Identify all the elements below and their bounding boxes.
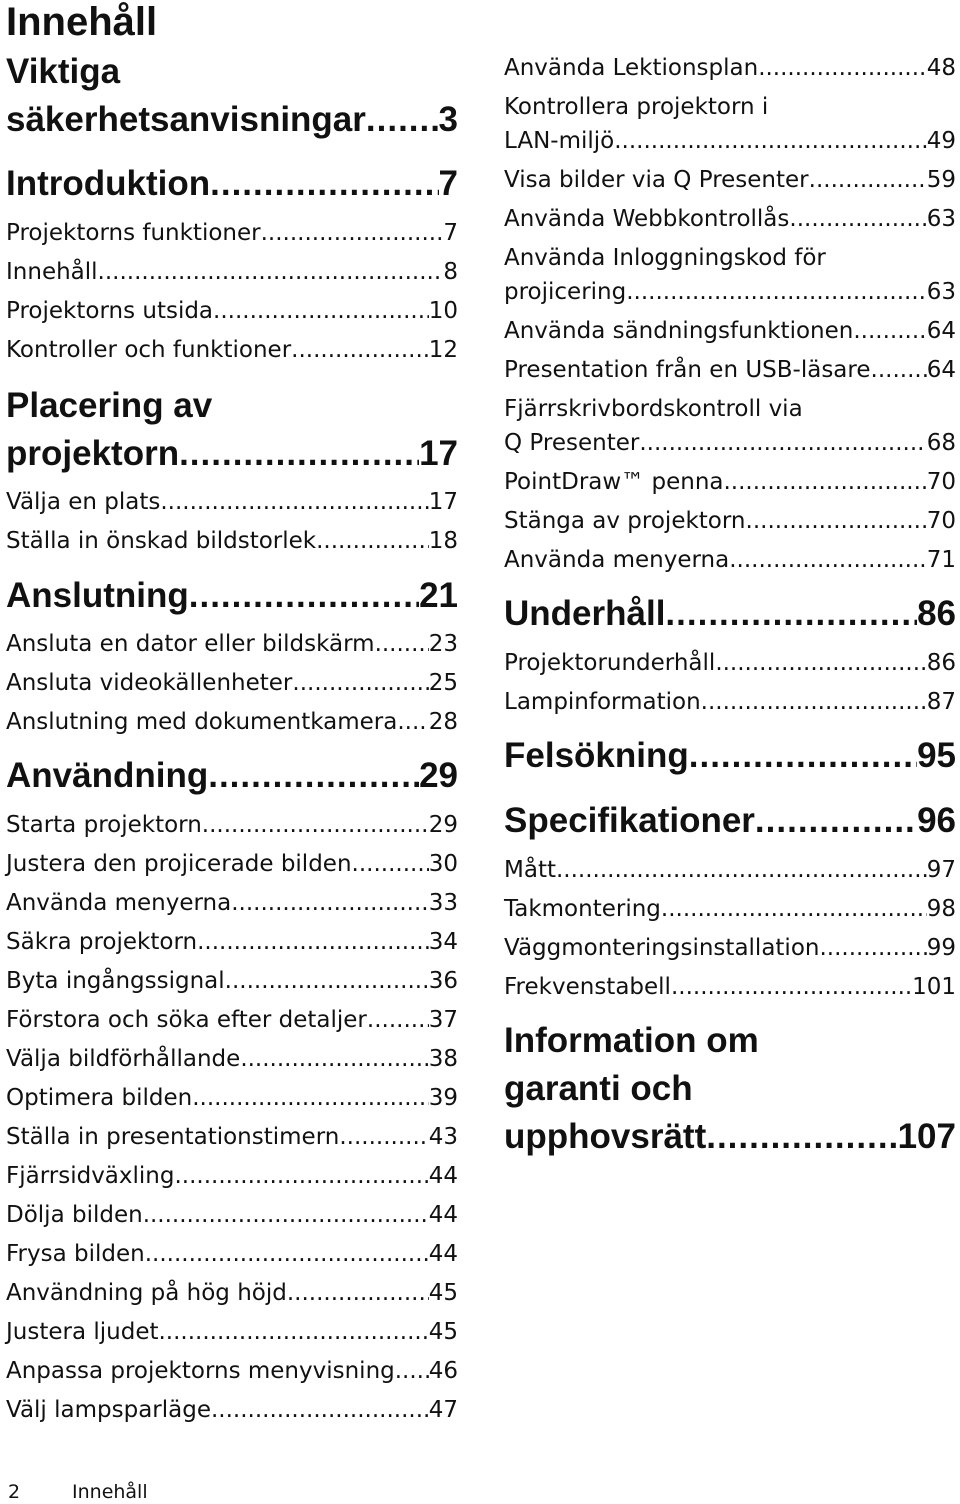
toc-entry-label: Kontroller och funktioner [6,337,292,363]
toc-entry-connection[interactable] [6,572,458,620]
toc-entry[interactable] [6,524,458,558]
toc-entry[interactable] [6,1276,458,1310]
leader-dots [715,646,926,680]
leader-dots [556,853,927,887]
page-title: Innehåll [6,0,158,44]
leader-dots [316,524,429,558]
leader-dots [192,1081,428,1115]
toc-entry-label: Mått [504,857,556,883]
footer-page-number: 2 [8,1481,21,1503]
toc-page-number: 17 [419,434,458,473]
leader-dots [661,892,927,926]
leader-dots [789,202,926,236]
toc-page-number: 36 [428,968,458,994]
toc-page-number: 10 [428,298,458,324]
leader-dots [689,732,917,780]
footer-section-title: Innehåll [72,1481,148,1503]
toc-entry-label: Dölja bilden [6,1202,143,1228]
toc-entry[interactable] [6,1354,458,1388]
toc-entry-introduction[interactable] [6,160,458,208]
toc-entry-specifications[interactable] [504,797,956,845]
leader-dots [225,964,429,998]
toc-entry-label: Projektorunderhåll [504,650,716,676]
toc-page-number: 95 [917,736,956,775]
leader-dots [367,1003,429,1037]
toc-page-number: 86 [917,594,956,633]
leader-dots [145,1237,429,1271]
leader-dots [143,1198,429,1232]
toc-entry[interactable] [6,485,458,519]
toc-entry[interactable] [504,241,956,309]
leader-dots [706,1113,897,1161]
leader-dots [352,847,429,881]
toc-entry[interactable] [6,1081,458,1115]
leader-dots [240,1042,428,1076]
toc-page-number: 44 [428,1202,458,1228]
toc-page-number: 39 [428,1085,458,1111]
toc-entry-label: Justera den projicerade bilden [6,851,352,877]
toc-entry[interactable] [504,853,956,887]
leader-dots [160,485,428,519]
toc-page-number: 64 [926,357,956,383]
toc-entry[interactable] [504,685,956,719]
toc-entry[interactable] [6,1237,458,1271]
toc-entry-label: Fjärrsidväxling [6,1163,175,1189]
toc-page-number: 70 [926,508,956,534]
toc-page-number: 21 [419,576,458,615]
toc-entry[interactable] [504,504,956,538]
toc-page-number: 33 [428,890,458,916]
toc-entry-label: LAN-miljö [504,128,615,154]
leader-dots [671,970,912,1004]
toc-page-number: 59 [926,167,956,193]
toc-entry-label: upphovsrätt [504,1117,707,1156]
toc-entry-label: Använda Lektionsplan [504,55,759,81]
toc-entry-label: Felsökning [504,736,689,775]
leader-dots [208,752,419,800]
toc-entry[interactable] [6,255,458,289]
toc-page-number: 29 [428,812,458,838]
leader-dots [701,685,927,719]
toc-entry[interactable] [6,705,458,739]
toc-entry-label: Q Presenter [504,430,640,456]
toc-entry[interactable] [6,627,458,661]
toc-entry[interactable] [504,892,956,926]
toc-entry-label: Justera ljudet [6,1319,159,1345]
toc-page-number: 101 [912,974,956,1000]
toc-page-number: 70 [926,469,956,495]
toc-page-number: 29 [419,756,458,795]
toc-page-number: 48 [926,55,956,81]
toc-page-number: 49 [926,128,956,154]
toc-entry[interactable] [6,886,458,920]
toc-page-number: 98 [926,896,956,922]
toc-entry-label: Projektorns funktioner [6,220,261,246]
toc-entry-troubleshooting[interactable] [504,732,956,780]
toc-page-number: 38 [428,1046,458,1072]
leader-dots [397,705,428,739]
toc-entry[interactable] [6,1042,458,1076]
toc-entry-label: Stänga av projektorn [504,508,746,534]
toc-entry-placement[interactable] [6,382,458,478]
toc-entry-label: Använda sändningsfunktionen [504,318,854,344]
toc-entry-safety[interactable] [6,48,458,144]
leader-dots [665,590,917,638]
toc-entry-label: Byta ingångssignal [6,968,225,994]
toc-entry-label: Ansluta en dator eller bildskärm [6,631,375,657]
leader-dots [626,275,926,309]
leader-dots [853,314,926,348]
toc-entry-label: Användning [6,756,209,795]
toc-page-number: 18 [428,528,458,554]
leader-dots [291,333,429,367]
toc-page-number: 7 [438,164,458,203]
toc-entry-label: Lampinformation [504,689,701,715]
toc-page-number: 45 [428,1280,458,1306]
toc-entry[interactable] [504,543,956,577]
toc-page-number: 7 [443,220,458,246]
toc-entry-label: Använda Webbkontrollås [504,206,790,232]
toc-page-number: 43 [428,1124,458,1150]
toc-entry-label: Välj lampsparläge [6,1397,211,1423]
leader-dots [211,1393,429,1427]
toc-entry-label-line1: Kontrollera projektorn i [504,94,769,120]
toc-page-number: 44 [428,1163,458,1189]
toc-entry-warranty[interactable] [504,1017,956,1161]
toc-entry[interactable] [504,163,956,197]
toc-entry-label-line1: Information om [504,1021,759,1060]
toc-page-number: 46 [428,1358,458,1384]
toc-entry[interactable] [504,646,956,680]
toc-entry-label: Presentation från en USB-läsare [504,357,871,383]
leader-dots [202,808,429,842]
toc-entry-label: Visa bilder via Q Presenter [504,167,809,193]
toc-page-number: 28 [428,709,458,735]
toc-page-number: 87 [926,689,956,715]
toc-page-number: 68 [926,430,956,456]
toc-entry[interactable] [6,1315,458,1349]
leader-dots [809,163,927,197]
toc-entry[interactable] [6,1003,458,1037]
toc-entry[interactable] [504,202,956,236]
toc-entry[interactable] [6,964,458,998]
toc-page-number: 30 [428,851,458,877]
leader-dots [292,666,428,700]
toc-page-number: 86 [926,650,956,676]
toc-entry-usage[interactable] [6,752,458,800]
toc-page-number: 96 [917,801,956,840]
toc-entry[interactable] [504,353,956,387]
leader-dots [261,216,444,250]
toc-entry[interactable] [504,970,956,1004]
toc-page-number: 8 [443,259,458,285]
toc-page-number: 107 [897,1117,956,1156]
toc-entry-label-line1: Placering av [6,386,213,425]
leader-dots [98,255,444,289]
toc-entry[interactable] [6,847,458,881]
toc-entry[interactable] [6,1393,458,1427]
leader-dots [395,1354,429,1388]
leader-dots [366,96,439,144]
toc-entry[interactable] [6,216,458,250]
toc-page-number: 63 [926,279,956,305]
toc-entry-label: projektorn [6,434,180,473]
toc-page-number: 17 [428,489,458,515]
toc-entry-label: Användning på hög höjd [6,1280,287,1306]
toc-entry[interactable] [6,1198,458,1232]
toc-entry-label: Väggmonteringsinstallation [504,935,820,961]
toc-entry-label: Projektorns utsida [6,298,214,324]
toc-entry-label: Använda menyerna [6,890,232,916]
toc-entry[interactable] [504,51,956,85]
toc-entry-label-line1: Använda Inloggningskod för [504,245,826,271]
leader-dots [746,504,927,538]
leader-dots [639,426,926,460]
toc-entry-label: Välja bildförhållande [6,1046,241,1072]
toc-page-number: 47 [428,1397,458,1423]
toc-entry-label: projicering [504,279,627,305]
leader-dots [339,1120,428,1154]
leader-dots [159,1315,429,1349]
toc-entry-label: Optimera bilden [6,1085,193,1111]
toc-entry-label: Anpassa projektorns menyvisning [6,1358,395,1384]
toc-page-number: 45 [428,1319,458,1345]
toc-entry-label: Frekvenstabell [504,974,671,1000]
toc-entry-label-line1: Fjärrskrivbordskontroll via [504,396,803,422]
toc-entry-label: Frysa bilden [6,1241,145,1267]
leader-dots [758,51,927,85]
leader-dots [871,353,927,387]
toc-entry-label: Introduktion [6,164,211,203]
toc-entry[interactable] [504,931,956,965]
toc-entry-label: Ställa in presentationstimern [6,1124,340,1150]
leader-dots [189,572,419,620]
toc-entry-label: Ställa in önskad bildstorlek [6,528,317,554]
toc-entry[interactable] [504,465,956,499]
toc-entry-label: PointDraw™ penna [504,469,724,495]
toc-entry[interactable] [6,666,458,700]
toc-entry-label: Förstora och söka efter detaljer [6,1007,367,1033]
toc-entry-label: Specifikationer [504,801,755,840]
toc-entry-label: Underhåll [504,594,666,633]
toc-page-number: 99 [926,935,956,961]
toc-page-number: 71 [926,547,956,573]
leader-dots [197,925,429,959]
toc-page-number: 37 [428,1007,458,1033]
toc-entry-label: säkerhetsanvisningar [6,100,366,139]
leader-dots [213,294,429,328]
toc-entry[interactable] [6,808,458,842]
leader-dots [724,465,927,499]
toc-entry[interactable] [6,294,458,328]
leader-dots [287,1276,429,1310]
toc-entry-label: Anslutning med dokumentkamera [6,709,398,735]
toc-entry-label: Innehåll [6,259,98,285]
toc-entry[interactable] [504,392,956,460]
leader-dots [174,1159,428,1193]
toc-entry[interactable] [6,1120,458,1154]
leader-dots [729,543,927,577]
toc-entry-label-line2: garanti och [504,1069,693,1108]
toc-page-number: 97 [926,857,956,883]
toc-entry-label-line1: Viktiga [6,52,121,91]
toc-entry-label: Välja en plats [6,489,161,515]
toc-entry-label: Starta projektorn [6,812,202,838]
toc-entry[interactable] [6,925,458,959]
toc-page-number: 34 [428,929,458,955]
leader-dots [614,124,926,158]
leader-dots [755,797,917,845]
toc-entry-label: Ansluta videokällenheter [6,670,293,696]
toc-entry-label: Säkra projektorn [6,929,198,955]
leader-dots [210,160,438,208]
toc-page-number: 64 [926,318,956,344]
toc-entry[interactable] [6,1159,458,1193]
toc-entry-label: Takmontering [504,896,661,922]
toc-entry[interactable] [504,314,956,348]
toc-page-number: 23 [428,631,458,657]
toc-page-number: 25 [428,670,458,696]
toc-entry-label: Använda menyerna [504,547,730,573]
toc-entry-label: Anslutning [6,576,189,615]
toc-entry[interactable] [6,333,458,367]
toc-page-number: 44 [428,1241,458,1267]
toc-page-number: 12 [428,337,458,363]
leader-dots [375,627,429,661]
toc-entry-maintenance[interactable] [504,590,956,638]
toc-page-number: 3 [438,100,458,139]
toc-page-number: 63 [926,206,956,232]
page-footer [8,1480,148,1504]
toc-entry[interactable] [504,90,956,158]
leader-dots [819,931,926,965]
leader-dots [231,886,429,920]
leader-dots [179,430,419,478]
